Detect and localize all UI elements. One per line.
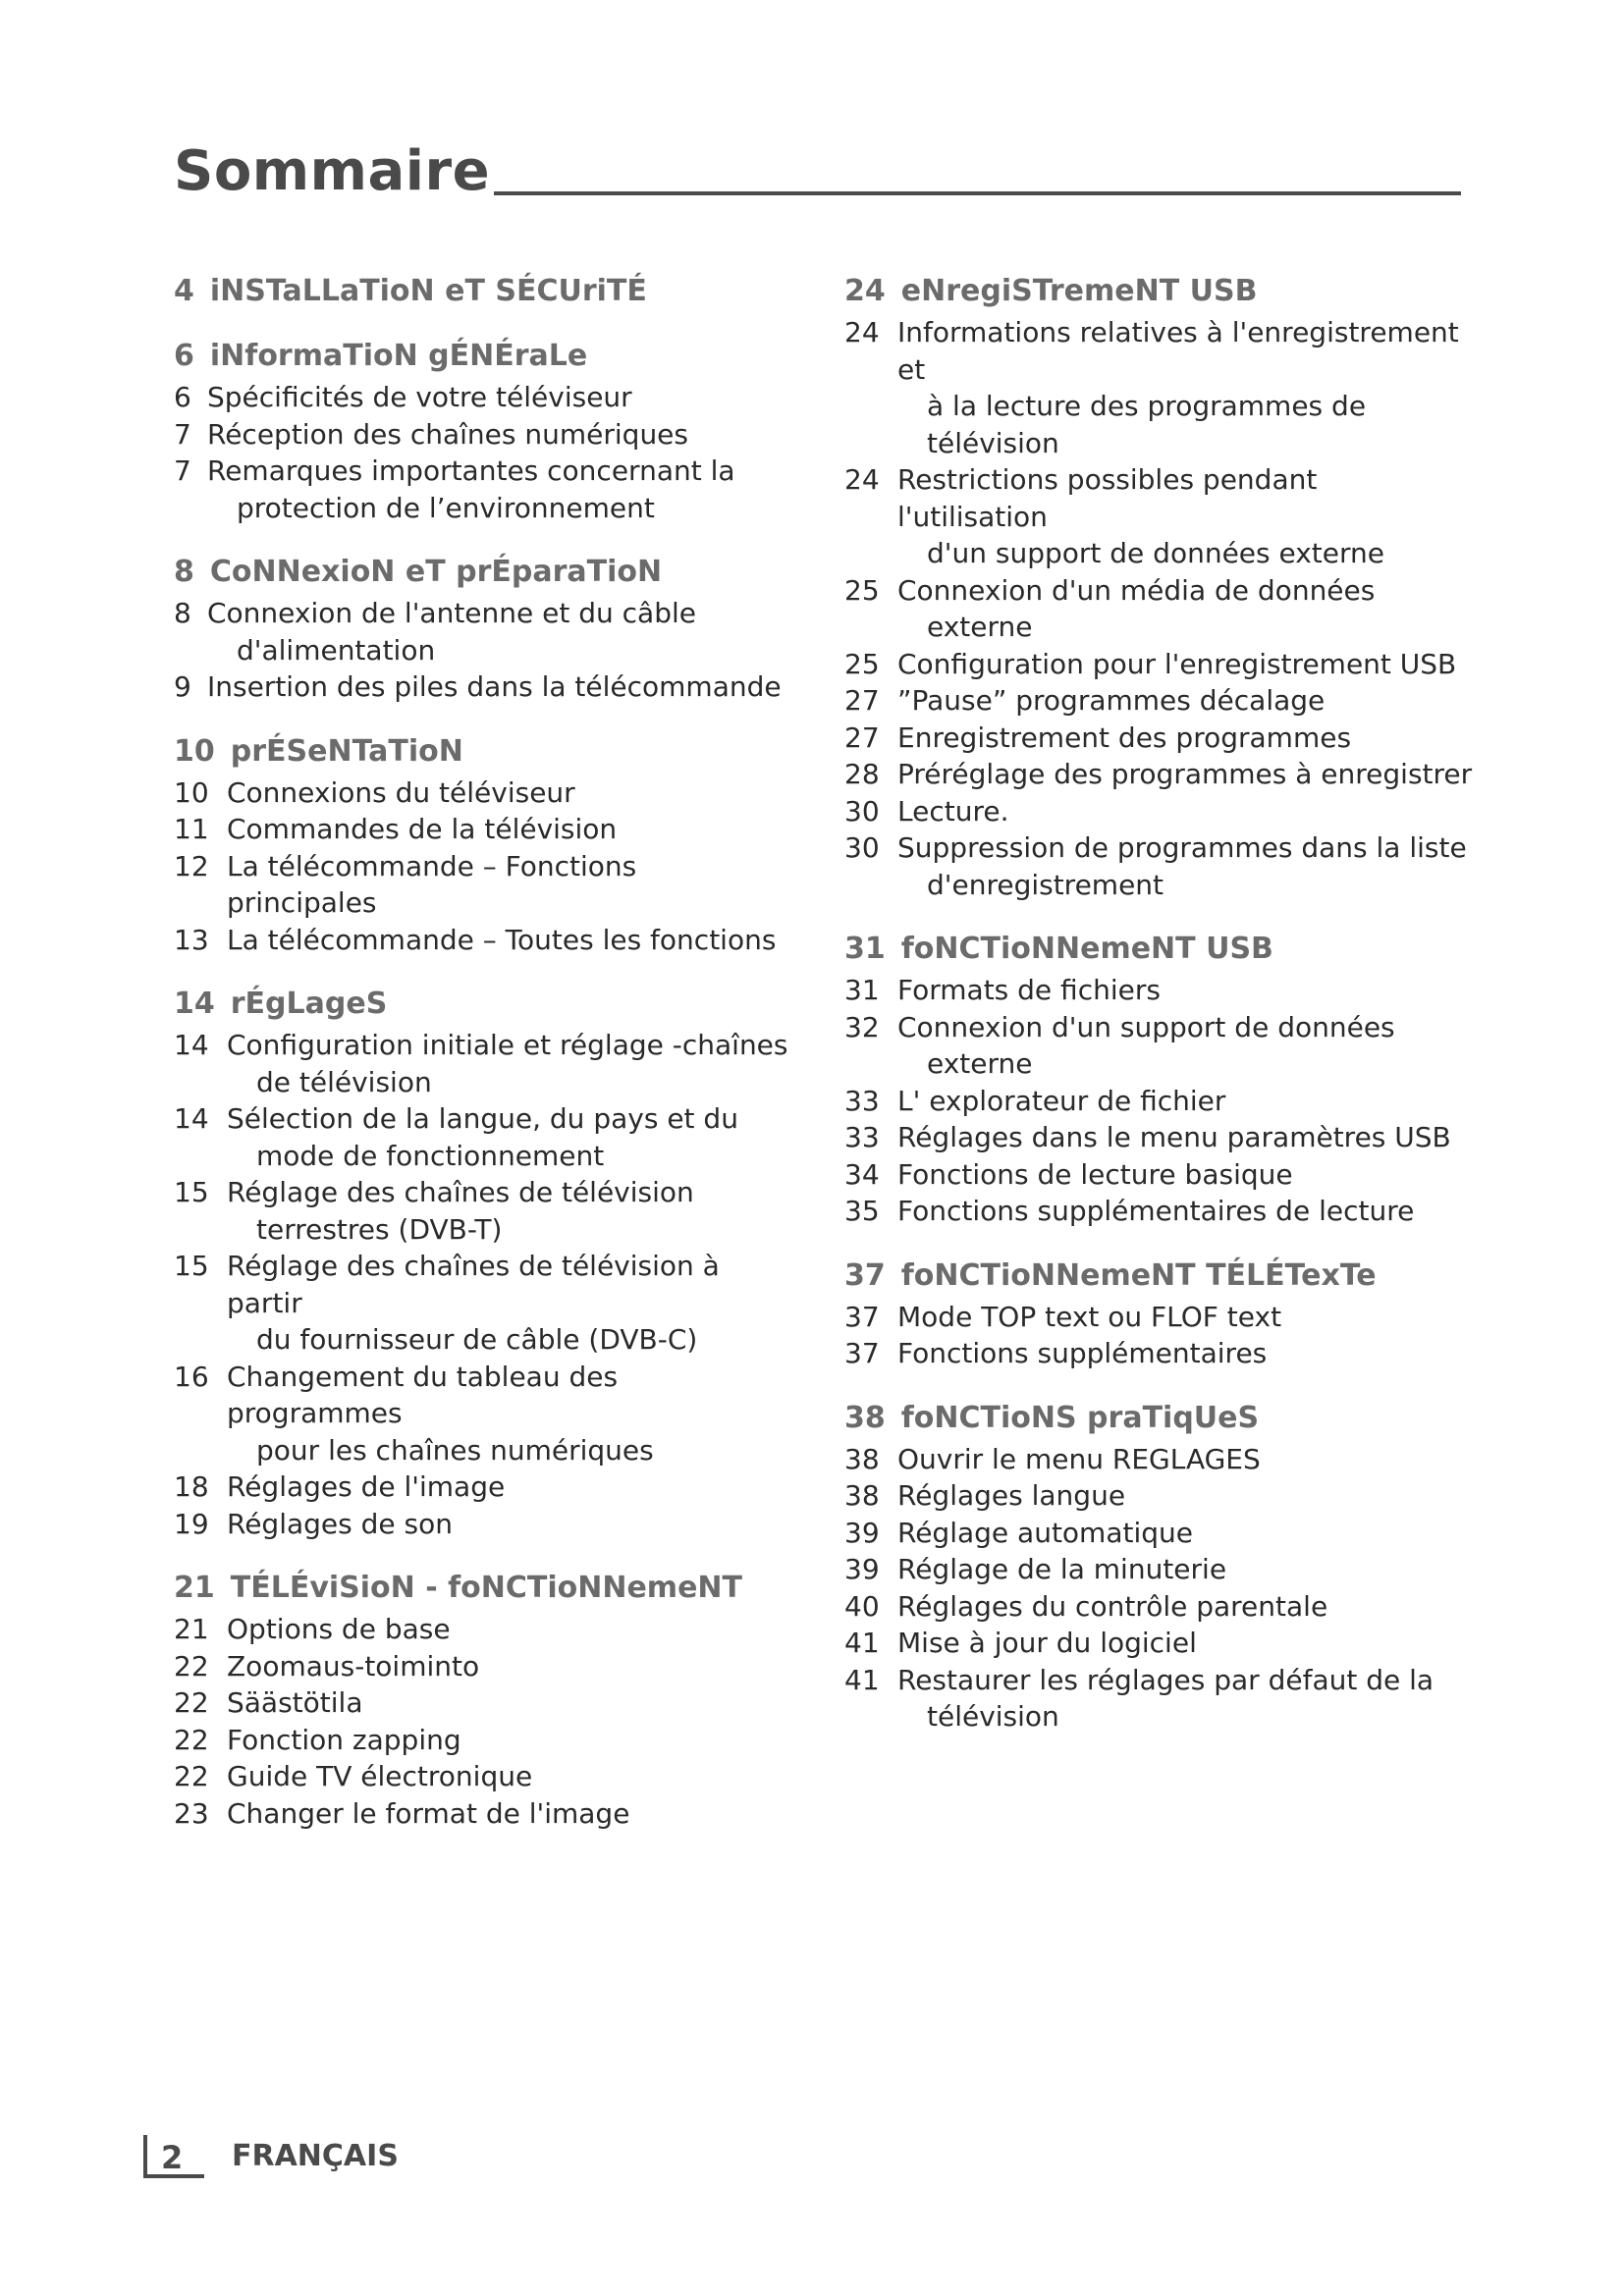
entry-text: Changer le format de l'image — [227, 1796, 630, 1830]
entry-page-number: 21 — [174, 1613, 209, 1645]
entry-page-number: 25 — [844, 647, 880, 680]
page-number-bracket — [143, 2135, 204, 2178]
entry-text: Informations relatives à l'enregistrement et — [897, 316, 1459, 386]
toc-entry[interactable] — [844, 1009, 1473, 1083]
entry-text: Insertion des piles dans la télécommande — [207, 670, 782, 703]
toc-entry[interactable] — [844, 972, 1473, 1009]
entry-text: Réglages de son — [227, 1507, 453, 1540]
toc-entry[interactable] — [174, 1795, 792, 1833]
entry-page-number: 30 — [844, 831, 880, 864]
entry-page-number: 33 — [844, 1084, 880, 1117]
entry-text: Lecture. — [897, 794, 1009, 828]
entry-page-number: 10 — [174, 775, 209, 809]
toc-entry[interactable] — [174, 668, 792, 706]
entry-text-continued: mode de fonctionnement — [256, 1139, 605, 1172]
entry-page-number: 7 — [174, 417, 191, 451]
toc-entry[interactable] — [174, 595, 792, 668]
entry-text: Ouvrir le menu REGLAGES — [897, 1442, 1261, 1475]
language-label: FRANÇAIS — [232, 2139, 399, 2173]
toc-section — [174, 733, 792, 959]
section-heading[interactable] — [844, 1400, 1473, 1437]
toc-entry[interactable] — [174, 379, 792, 416]
entry-text: Fonctions supplémentaires — [897, 1337, 1268, 1369]
entry-text-continued: de télévision — [256, 1065, 432, 1098]
toc-entry[interactable] — [844, 829, 1473, 903]
entry-text: Restaurer les réglages par défaut de la — [897, 1663, 1435, 1696]
section-title: TÉLÉviSioN - foNCTioNNemeNT — [230, 1571, 742, 1605]
entry-page-number: 25 — [844, 573, 880, 607]
entry-text: Connexion de l'antenne et du câble — [207, 597, 696, 629]
entry-text: Commandes de la télévision — [227, 813, 618, 845]
page-title: Sommaire — [174, 139, 491, 203]
entry-page-number: 19 — [174, 1507, 209, 1540]
section-heading[interactable] — [844, 931, 1473, 968]
toc-entry[interactable] — [844, 646, 1473, 683]
entry-text: Säästötila — [227, 1686, 363, 1719]
entry-page-number: 22 — [174, 1760, 209, 1792]
toc-entry[interactable] — [844, 793, 1473, 830]
entry-text: Configuration pour l'enregistrement USB — [897, 647, 1457, 680]
entry-page-number: 22 — [174, 1723, 209, 1756]
entry-page-number: 40 — [844, 1589, 880, 1623]
entry-text: Connexion d'un support de données — [897, 1010, 1395, 1043]
entry-page-number: 38 — [844, 1479, 880, 1512]
toc-entry[interactable] — [844, 1551, 1473, 1588]
entry-page-number: 22 — [174, 1686, 209, 1719]
toc-section — [174, 986, 792, 1542]
toc-entry[interactable] — [174, 1248, 792, 1359]
entry-text-continued: pour les chaînes numériques — [256, 1433, 654, 1467]
entry-text: Fonctions supplémentaires de lecture — [897, 1195, 1415, 1227]
toc-entry[interactable] — [844, 720, 1473, 757]
entry-page-number: 39 — [844, 1553, 880, 1585]
entry-page-number: 35 — [844, 1195, 880, 1227]
entry-text-continued: externe — [927, 1047, 1033, 1080]
section-heading[interactable] — [174, 986, 792, 1023]
entry-text: Fonctions de lecture basique — [897, 1157, 1293, 1191]
toc-entry[interactable] — [174, 1359, 792, 1469]
section-heading[interactable] — [174, 733, 792, 771]
entry-page-number: 13 — [174, 923, 209, 956]
entry-page-number: 15 — [174, 1176, 209, 1208]
entry-page-number: 24 — [844, 316, 880, 348]
entry-text: Réglage des chaînes de télévision — [227, 1176, 694, 1208]
toc-entry[interactable] — [174, 848, 792, 922]
section-title: rÉgLageS — [230, 987, 388, 1021]
entry-page-number: 14 — [174, 1102, 209, 1135]
page-number: 2 — [161, 2139, 184, 2176]
toc-entry[interactable] — [844, 1156, 1473, 1194]
entry-text: Sélection de la langue, du pays et du — [227, 1102, 738, 1135]
entry-text: Mise à jour du logiciel — [897, 1627, 1197, 1659]
entry-text-continued: protection de l’environnement — [237, 491, 655, 524]
entry-text: La télécommande – Toutes les fonctions — [227, 923, 777, 956]
section-title: foNCTioNS praTiqUeS — [900, 1400, 1260, 1435]
page-footer — [143, 2135, 399, 2178]
entry-page-number: 39 — [844, 1516, 880, 1549]
entry-text: Réglages de l'image — [227, 1470, 506, 1503]
entry-text: ”Pause” programmes décalage — [897, 684, 1326, 717]
toc-section — [174, 554, 792, 706]
toc-entry[interactable] — [844, 1299, 1473, 1336]
toc-entry[interactable] — [844, 682, 1473, 720]
entry-page-number: 24 — [844, 463, 880, 496]
section-title: eNregiSTremeNT USB — [900, 274, 1258, 308]
toc-entry[interactable] — [844, 461, 1473, 572]
toc-section — [174, 338, 792, 526]
section-page-number: 10 — [174, 733, 215, 769]
entry-page-number: 41 — [844, 1663, 880, 1696]
entry-text: Suppression de programmes dans la liste — [897, 831, 1467, 864]
toc-entry[interactable] — [174, 416, 792, 454]
entry-text: Réglages langue — [897, 1479, 1126, 1512]
toc-section — [174, 273, 792, 310]
entry-page-number: 41 — [844, 1627, 880, 1659]
entry-page-number: 6 — [174, 381, 191, 413]
entry-page-number: 32 — [844, 1010, 880, 1043]
toc-left-column — [174, 273, 792, 1859]
entry-text: Remarques importantes concernant la — [207, 454, 735, 487]
toc-entry[interactable] — [174, 1468, 792, 1506]
entry-page-number: 23 — [174, 1796, 209, 1830]
section-page-number: 21 — [174, 1571, 215, 1605]
entry-page-number: 27 — [844, 721, 880, 754]
entry-page-number: 31 — [844, 974, 880, 1006]
toc-section — [844, 1257, 1473, 1372]
toc-entry[interactable] — [844, 1335, 1473, 1372]
entry-text-continued: à la lecture des programmes de télévision — [927, 390, 1367, 459]
entry-text: Réglage des chaînes de télévision à partir — [227, 1250, 720, 1319]
entry-text: Réglages dans le menu paramètres USB — [897, 1121, 1451, 1153]
entry-text-continued: télévision — [927, 1700, 1059, 1733]
toc-entry[interactable] — [174, 1174, 792, 1248]
toc-entry[interactable] — [174, 1506, 792, 1543]
entry-page-number: 12 — [174, 849, 209, 882]
entry-text: Fonction zapping — [227, 1723, 461, 1756]
section-heading[interactable] — [174, 1570, 792, 1607]
entry-page-number: 8 — [174, 597, 191, 629]
entry-text: Mode TOP text ou FLOF text — [897, 1300, 1282, 1333]
toc-entry[interactable] — [844, 1477, 1473, 1515]
toc-entry[interactable] — [174, 1758, 792, 1795]
entry-text: Réception des chaînes numériques — [207, 417, 688, 451]
section-page-number: 6 — [174, 339, 194, 373]
entry-text-continued: d'un support de données externe — [927, 537, 1385, 569]
section-heading[interactable] — [174, 273, 792, 310]
entry-text: L' explorateur de fichier — [897, 1084, 1226, 1117]
toc-entry[interactable] — [174, 774, 792, 812]
toc-entry[interactable] — [174, 1684, 792, 1722]
entry-text: Spécificités de votre téléviseur — [207, 381, 632, 413]
entry-page-number: 30 — [844, 794, 880, 828]
section-heading[interactable] — [844, 1257, 1473, 1295]
toc-entry[interactable] — [174, 453, 792, 526]
toc-entry[interactable] — [844, 1119, 1473, 1156]
entry-page-number: 11 — [174, 813, 209, 845]
toc-entry[interactable] — [174, 1100, 792, 1174]
entry-text: La télécommande – Fonctions principales — [227, 849, 637, 919]
toc-entry[interactable] — [174, 1611, 792, 1648]
toc-entry[interactable] — [844, 572, 1473, 646]
entry-text: Préréglage des programmes à enregistrer — [897, 758, 1473, 790]
entry-text: Réglage automatique — [897, 1516, 1193, 1549]
entry-text: Réglages du contrôle parentale — [897, 1589, 1328, 1623]
section-page-number: 24 — [844, 274, 886, 308]
toc-entry[interactable] — [844, 756, 1473, 793]
section-page-number: 8 — [174, 555, 194, 589]
section-page-number: 37 — [844, 1257, 886, 1293]
entry-text: Formats de fichiers — [897, 974, 1161, 1006]
entry-page-number: 22 — [174, 1649, 209, 1682]
entry-text-continued: terrestres (DVB-T) — [256, 1212, 503, 1246]
section-page-number: 4 — [174, 274, 194, 308]
toc-entry[interactable] — [844, 1441, 1473, 1478]
toc-entry[interactable] — [844, 314, 1473, 461]
entry-text: Configuration initiale et réglage -chaînes — [227, 1029, 788, 1061]
toc-entry[interactable] — [174, 1027, 792, 1100]
section-title: iNSTaLLaTioN eT SÉCUriTÉ — [209, 274, 647, 308]
entry-text-continued: d'enregistrement — [927, 868, 1164, 901]
entry-text: Options de base — [227, 1613, 451, 1645]
entry-page-number: 7 — [174, 454, 191, 487]
section-title: foNCTioNNemeNT TÉLÉTexTe — [900, 1257, 1377, 1293]
section-title: iNformaTioN gÉNÉraLe — [209, 339, 588, 373]
entry-page-number: 27 — [844, 684, 880, 717]
section-title: foNCTioNNemeNT USB — [900, 932, 1273, 966]
entry-page-number: 37 — [844, 1337, 880, 1369]
toc-entry[interactable] — [844, 1515, 1473, 1552]
section-title: CoNNexioN eT prÉparaTioN — [209, 555, 663, 589]
section-page-number: 31 — [844, 932, 886, 966]
entry-page-number: 9 — [174, 670, 191, 703]
toc-entry[interactable] — [174, 1722, 792, 1759]
entry-text-continued: du fournisseur de câble (DVB-C) — [256, 1323, 698, 1356]
entry-page-number: 16 — [174, 1360, 209, 1393]
entry-page-number: 34 — [844, 1157, 880, 1191]
toc-entry[interactable] — [174, 1648, 792, 1685]
entry-page-number: 37 — [844, 1300, 880, 1333]
entry-page-number: 38 — [844, 1442, 880, 1475]
section-heading[interactable] — [174, 338, 792, 375]
toc-entry[interactable] — [844, 1662, 1473, 1735]
toc-section — [844, 1400, 1473, 1735]
toc-entry[interactable] — [844, 1083, 1473, 1120]
toc-entry[interactable] — [844, 1625, 1473, 1662]
entry-text-continued: externe — [927, 611, 1033, 643]
section-page-number: 14 — [174, 987, 215, 1021]
section-page-number: 38 — [844, 1400, 886, 1435]
toc-entry[interactable] — [174, 811, 792, 848]
toc-entry[interactable] — [174, 922, 792, 959]
toc-entry[interactable] — [844, 1588, 1473, 1626]
entry-page-number: 15 — [174, 1250, 209, 1282]
entry-text: Guide TV électronique — [227, 1760, 533, 1792]
entry-page-number: 18 — [174, 1470, 209, 1503]
title-rule — [494, 191, 1461, 195]
entry-text: Réglage de la minuterie — [897, 1553, 1227, 1585]
entry-page-number: 28 — [844, 758, 880, 790]
toc-section — [844, 273, 1473, 903]
entry-page-number: 33 — [844, 1121, 880, 1153]
toc-section — [844, 931, 1473, 1230]
section-title: prÉSeNTaTioN — [230, 733, 463, 769]
entry-text: Connexion d'un média de données — [897, 573, 1376, 607]
entry-text-continued: d'alimentation — [237, 633, 436, 667]
entry-text: Restrictions possibles pendant l'utilisation — [897, 463, 1318, 533]
section-heading[interactable] — [844, 273, 1473, 310]
entry-page-number: 14 — [174, 1029, 209, 1061]
entry-text: Changement du tableau des programmes — [227, 1360, 619, 1429]
toc-entry[interactable] — [844, 1193, 1473, 1230]
entry-text: Zoomaus-toiminto — [227, 1649, 480, 1682]
toc-section — [174, 1570, 792, 1832]
entry-text: Enregistrement des programmes — [897, 721, 1352, 754]
entry-text: Connexions du téléviseur — [227, 775, 575, 809]
section-heading[interactable] — [174, 554, 792, 591]
toc-right-column — [844, 273, 1473, 1763]
